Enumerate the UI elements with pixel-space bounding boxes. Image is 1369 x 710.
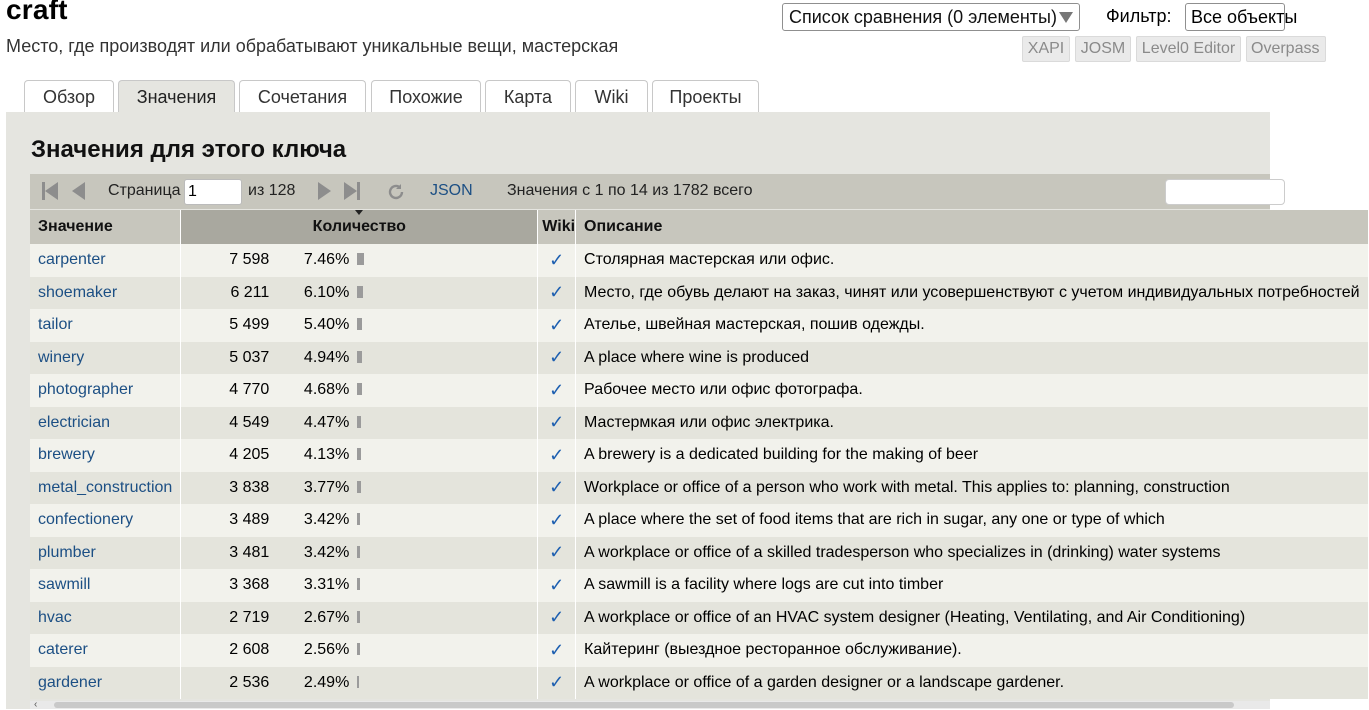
count-bar-fill: [357, 416, 361, 428]
count-bar-fill: [357, 546, 360, 558]
count-bar: [357, 351, 387, 365]
value-link[interactable]: caterer: [38, 641, 88, 659]
value-link[interactable]: photographer: [38, 381, 134, 399]
count-number: 5 499: [229, 316, 270, 334]
count-number: 7 598: [229, 251, 270, 269]
count-percent: 2.49%: [303, 673, 350, 691]
count-number: 2 719: [229, 608, 270, 626]
count-percent: 3.42%: [303, 511, 350, 529]
count-bar-fill: [357, 611, 360, 623]
count-cell: [181, 537, 538, 570]
last-page-icon[interactable]: [344, 182, 360, 200]
wiki-check-icon: ✓: [538, 277, 576, 310]
wiki-check-icon: ✓: [538, 407, 576, 440]
value-link[interactable]: hvac: [38, 608, 72, 626]
count-bar-fill: [357, 481, 361, 493]
count-bar: [357, 676, 387, 690]
panel-title: Значения для этого ключа: [31, 136, 347, 163]
count-bar: [357, 448, 387, 462]
tab-similar[interactable]: Похожие: [371, 80, 481, 113]
count-number: 4 770: [229, 381, 270, 399]
description-cell: A workplace or office of a skilled tradesperson who specializes in (drinking) water systems: [576, 537, 1369, 570]
count-bar: [357, 416, 387, 430]
value-cell: [30, 407, 181, 440]
count-bar-fill: [357, 578, 360, 590]
page-number-input[interactable]: [184, 179, 242, 205]
description-cell: A workplace or office of a garden designer or a landscape gardener.: [576, 667, 1369, 700]
value-link[interactable]: metal_construction: [38, 478, 173, 496]
count-number: 3 489: [229, 511, 270, 529]
count-percent: 3.77%: [303, 478, 350, 496]
value-link[interactable]: winery: [38, 348, 85, 366]
count-bar: [357, 611, 387, 625]
column-header-count[interactable]: [181, 210, 538, 244]
wiki-check-icon: ✓: [538, 602, 576, 635]
count-bar-fill: [357, 513, 360, 525]
count-cell: [181, 634, 538, 667]
table-row: [30, 407, 1368, 440]
table-row: [30, 667, 1368, 700]
description-cell: Столярная мастерская или офис.: [576, 244, 1369, 277]
count-number: 4 205: [229, 446, 270, 464]
table-row: [30, 634, 1368, 667]
count-cell: [181, 244, 538, 277]
tab-wiki[interactable]: Wiki: [575, 80, 648, 113]
count-cell: [181, 504, 538, 537]
filter-label: Фильтр:: [1106, 6, 1172, 26]
values-table: [30, 210, 1369, 699]
results-summary: Значения с 1 по 14 из 1782 всего: [507, 182, 753, 199]
horizontal-scrollbar[interactable]: [30, 701, 1270, 709]
value-cell: [30, 602, 181, 635]
count-cell: [181, 472, 538, 505]
count-bar: [357, 578, 387, 592]
count-number: 4 549: [229, 413, 270, 431]
count-bar: [357, 318, 387, 332]
count-cell: [181, 569, 538, 602]
value-cell: [30, 472, 181, 505]
count-cell: [181, 277, 538, 310]
count-bar-fill: [357, 383, 362, 395]
count-number: 3 481: [229, 543, 270, 561]
level0-editor-button[interactable]: Level0 Editor: [1136, 36, 1241, 62]
total-pages: из 128: [248, 182, 296, 199]
values-table-body: [30, 244, 1368, 699]
description-cell: A place where the set of food items that are rich in sugar, any one or type of which: [576, 504, 1369, 537]
count-number: 3 368: [229, 576, 270, 594]
description-cell: A place where wine is produced: [576, 342, 1369, 375]
table-row: [30, 504, 1368, 537]
count-bar-fill: [357, 253, 364, 265]
description-cell: A sawmill is a facility where logs are cut into timber: [576, 569, 1369, 602]
table-row: [30, 342, 1368, 375]
page-label: Страница: [108, 182, 181, 199]
value-cell: [30, 244, 181, 277]
count-bar-fill: [357, 318, 362, 330]
next-page-icon[interactable]: [318, 182, 331, 200]
count-bar-fill: [357, 448, 361, 460]
xapi-button[interactable]: XAPI: [1022, 36, 1070, 62]
table-row: [30, 374, 1368, 407]
value-link[interactable]: confectionery: [38, 511, 134, 529]
wiki-check-icon: ✓: [538, 244, 576, 277]
count-cell: [181, 439, 538, 472]
wiki-check-icon: ✓: [538, 667, 576, 700]
value-link[interactable]: plumber: [38, 543, 96, 561]
value-link[interactable]: gardener: [38, 673, 103, 691]
count-percent: 6.10%: [303, 283, 350, 301]
wiki-check-icon: ✓: [538, 439, 576, 472]
refresh-icon[interactable]: [386, 182, 406, 202]
table-row: [30, 277, 1368, 310]
value-link[interactable]: carpenter: [38, 251, 106, 269]
value-link[interactable]: sawmill: [38, 576, 91, 594]
table-row: [30, 569, 1368, 602]
count-number: 2 536: [229, 673, 270, 691]
count-number: 6 211: [230, 283, 270, 301]
count-percent: 4.68%: [303, 381, 350, 399]
count-percent: 2.67%: [303, 608, 350, 626]
value-cell: [30, 537, 181, 570]
tab-values[interactable]: Значения: [118, 80, 235, 114]
value-link[interactable]: electrician: [38, 413, 111, 431]
wiki-check-icon: ✓: [538, 374, 576, 407]
description-cell: Мастермкая или офис электрика.: [576, 407, 1369, 440]
tab-overview[interactable]: Обзор: [24, 80, 114, 113]
count-number: 2 608: [229, 641, 270, 659]
value-cell: [30, 342, 181, 375]
scrollbar-thumb[interactable]: [54, 702, 1234, 708]
description-cell: Место, где обувь делают на заказ, чинят или усовершенствуют с учетом индивидуальных потребностей: [576, 277, 1369, 310]
description-cell: A workplace or office of an HVAC system designer (Heating, Ventilating, and Air Conditioning): [576, 602, 1369, 635]
count-percent: 7.46%: [303, 251, 350, 269]
column-header-wiki[interactable]: Wiki: [538, 210, 576, 244]
chevron-down-icon: [1059, 12, 1073, 23]
value-link[interactable]: tailor: [38, 316, 73, 334]
value-cell: [30, 309, 181, 342]
value-cell: [30, 374, 181, 407]
count-bar: [357, 546, 387, 560]
first-page-icon[interactable]: [42, 182, 58, 200]
json-link[interactable]: JSON: [430, 182, 473, 199]
description-cell: Ателье, швейная мастерская, пошив одежды.: [576, 309, 1369, 342]
table-row: [30, 472, 1368, 505]
sort-desc-icon: [355, 210, 363, 215]
table-row: [30, 537, 1368, 570]
count-bar-fill: [357, 643, 360, 655]
pager-bar: [30, 174, 1270, 209]
value-link[interactable]: brewery: [38, 446, 95, 464]
overpass-button[interactable]: Overpass: [1246, 36, 1326, 62]
count-bar: [357, 481, 387, 495]
count-cell: [181, 309, 538, 342]
comparison-list-label: Список сравнения (0 элементы): [789, 6, 1057, 27]
key-description: Место, где производят или обрабатывают уникальные вещи, мастерская: [6, 36, 619, 56]
table-row: [30, 439, 1368, 472]
count-percent: 4.94%: [303, 348, 350, 366]
column-header-description[interactable]: Описание: [576, 210, 1369, 244]
count-bar: [357, 253, 387, 267]
count-cell: [181, 602, 538, 635]
value-cell: [30, 667, 181, 700]
table-row: [30, 309, 1368, 342]
tab-projects[interactable]: Проекты: [652, 80, 759, 113]
count-cell: [181, 407, 538, 440]
count-bar: [357, 383, 387, 397]
wiki-check-icon: ✓: [538, 537, 576, 570]
column-header-count-label: Количество: [312, 218, 406, 235]
count-percent: 3.31%: [303, 576, 350, 594]
tab-combinations[interactable]: Сочетания: [239, 80, 366, 113]
filter-select[interactable]: Все объекты: [1185, 3, 1285, 31]
tab-map[interactable]: Карта: [485, 80, 571, 113]
count-bar-fill: [357, 351, 362, 363]
value-link[interactable]: shoemaker: [38, 283, 118, 301]
value-cell: [30, 439, 181, 472]
value-cell: [30, 504, 181, 537]
count-percent: 4.13%: [303, 446, 350, 464]
count-percent: 5.40%: [303, 316, 350, 334]
josm-button[interactable]: JOSM: [1075, 36, 1131, 62]
value-cell: [30, 634, 181, 667]
count-bar-fill: [357, 676, 359, 688]
description-cell: Workplace or office of a person who work with metal. This applies to: planning, construction: [576, 472, 1369, 505]
count-percent: 4.47%: [303, 413, 350, 431]
description-cell: Кайтеринг (выездное ресторанное обслуживание).: [576, 634, 1369, 667]
wiki-check-icon: ✓: [538, 569, 576, 602]
count-bar: [357, 286, 387, 300]
count-bar: [357, 513, 387, 527]
wiki-check-icon: ✓: [538, 342, 576, 375]
search-input[interactable]: [1165, 179, 1285, 205]
description-cell: Рабочее место или офис фотографа.: [576, 374, 1369, 407]
wiki-check-icon: ✓: [538, 634, 576, 667]
wiki-check-icon: ✓: [538, 504, 576, 537]
wiki-check-icon: ✓: [538, 309, 576, 342]
wiki-check-icon: ✓: [538, 472, 576, 505]
prev-page-icon[interactable]: [72, 182, 85, 200]
column-header-value[interactable]: Значение: [30, 210, 181, 244]
count-bar-fill: [357, 286, 363, 298]
table-row: [30, 602, 1368, 635]
count-cell: [181, 374, 538, 407]
count-cell: [181, 342, 538, 375]
table-row: [30, 244, 1368, 277]
count-number: 3 838: [229, 478, 270, 496]
comparison-list-select[interactable]: [782, 3, 1080, 31]
count-bar: [357, 643, 387, 657]
count-percent: 3.42%: [303, 543, 350, 561]
key-title: craft: [6, 0, 68, 25]
description-cell: A brewery is a dedicated building for the making of beer: [576, 439, 1369, 472]
count-number: 5 037: [229, 348, 270, 366]
value-cell: [30, 277, 181, 310]
value-cell: [30, 569, 181, 602]
count-percent: 2.56%: [303, 641, 350, 659]
scroll-left-icon[interactable]: ‹: [34, 699, 38, 710]
count-cell: [181, 667, 538, 700]
